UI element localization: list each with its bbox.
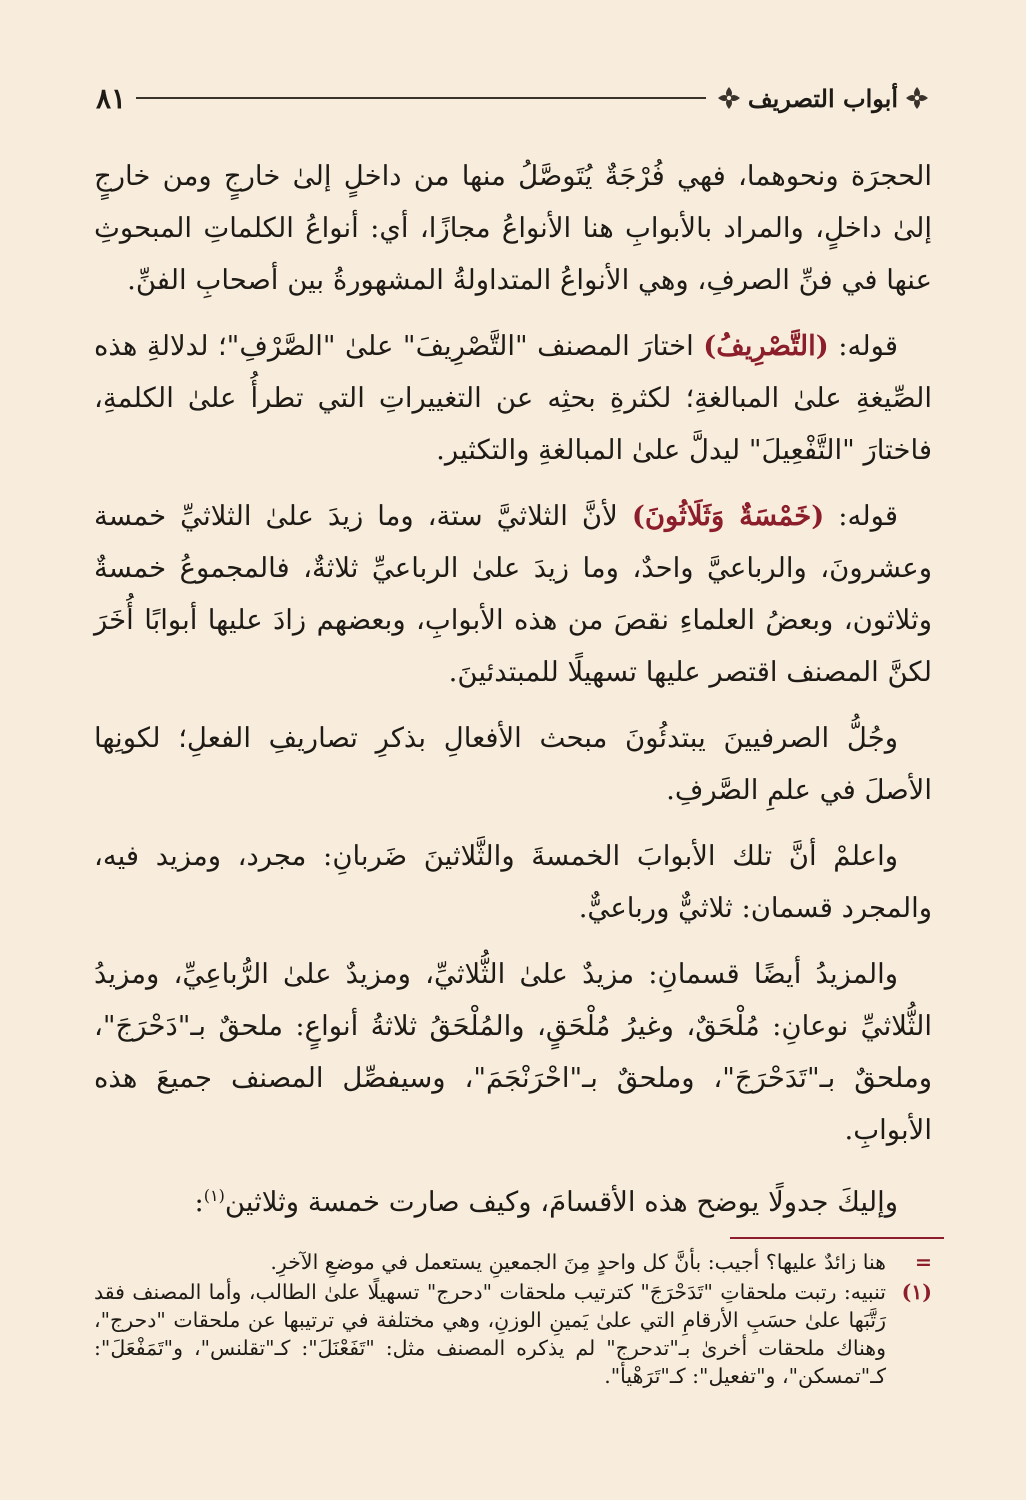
text-run: لأنَّ الثلاثيَّ ستة، وما زيدَ علىٰ الثلاثيِّ خمسة وعشرونَ، والرباعيَّ واحدٌ، وما زيدَ علىٰ الرباعيِّ ثلاثةٌ، فالمجموعُ خمسةٌ وثلاثون، وبعضُ العلماءِ نقصَ من هذه الأبوابِ، وبعضهم زادَ عليها أبوابًا أُخَرَ لكنَّ المصنف اقتصر عليها تسهيلًا للمبتدئينَ. [94,500,932,688]
quoted-term: (خَمْسَةٌ وَثَلَاثُونَ) [631,500,825,532]
ornament-icon [716,85,742,111]
footnote [94,1278,932,1390]
paragraph [94,1170,932,1228]
text-run: اختارَ المصنف "التَّصْرِيفَ" علىٰ "الصَّرْفِ"؛ لدلالةِ هذه الصِّيغةِ علىٰ المبالغةِ؛ لكثرةِ بحثِه عن التغييراتِ التي تطرأُ علىٰ الكلمةِ، فاختارَ "التَّفْعِيلَ" ليدلَّ علىٰ المبالغةِ والتكثير. [94,330,932,466]
footnote-mark: (١) [901,1280,932,1304]
paragraph [94,320,932,476]
paragraph [94,712,932,816]
header-rule [136,97,706,99]
footnote-text: تنبيه: رتبت ملحقاتِ "تَدَحْرَجَ" كترتيب ملحقات "دحرج" تسهيلًا علىٰ الطالب، وأما المصنف فقد رَتَّبَها علىٰ حسَبِ الأرقامِ التي علىٰ يَمينِ الوزنِ، وهي مختلفة في ترتيبها عن ملحقات "دحرج"، وهناك ملحقات أخرىٰ بـ"تدحرج" لم يذكره المصنف مثل: "تَفَعْنَلَ": كـ"تقلنس"، و"تَمَفْعَلَ": كـ"تمسكن"، و"تفعيل": كـ"تَرَهْيأ". [94,1280,886,1388]
footnote-separator [730,1237,944,1239]
page-number: ٨١ [96,81,127,115]
footnote-ref: (١) [203,1186,225,1205]
text-run: الحجرَة ونحوهما، فهي فُرْجَةٌ يُتَوصَّلُ منها من داخلٍ إلىٰ خارجٍ ومن خارجٍ إلىٰ داخلٍ، والمراد بالأبوابِ هنا الأنواعُ مجازًا، أي: أنواعُ الكلماتِ المبحوثِ عنها في فنِّ الصرفِ، وهي الأنواعُ المتداولةُ المشهورةُ بين أصحابِ الفنِّ. [94,160,932,296]
quoted-term: (التَّصْرِيفُ) [703,330,829,362]
footnote-mark: = [914,1250,932,1274]
text-run: قوله: [828,330,899,362]
footnote-text: هنا زائدٌ عليها؟ أجيب: بأنَّ كل واحدٍ مِنَ الجمعينِ يستعمل في موضعِ الآخرِ. [270,1250,886,1274]
paragraph [94,948,932,1156]
paragraph [94,490,932,698]
main-text [94,150,932,1242]
text-run: : [194,1186,204,1219]
text-run: واعلمْ أنَّ تلك الأبوابَ الخمسةَ والثَّلاثينَ ضَربانِ: مجرد، ومزيد فيه، والمجرد قسمان: ثلاثيٌّ ورباعيٌّ. [94,840,932,924]
text-run: قوله: [824,500,899,532]
footnote [94,1248,932,1276]
chapter-title: أبواب التصريف [747,83,898,113]
text-run: وإليكَ جدولًا يوضح هذه الأقسامَ، وكيف صارت خمسة وثلاثين [224,1186,898,1219]
text-run: والمزيدُ أيضًا قسمانِ: مزيدٌ علىٰ الثُّلاثيِّ، ومزيدٌ علىٰ الرُّباعِيِّ، ومزيدُ الثُّلاثيِّ نوعانِ: مُلْحَقٌ، وغيرُ مُلْحَقٍ، والمُلْحَقُ ثلاثةُ أنواعٍ: ملحقٌ بـ"دَحْرَجَ"، وملحقٌ بـ"تَدَحْرَجَ"، وملحقٌ بـ"احْرَنْجَمَ"، وسيفصِّل المصنف جميعَ هذه الأبوابِ. [94,958,932,1146]
text-run: وجُلُّ الصرفيينَ يبتدئُونَ مبحث الأفعالِ بذكرِ تصاريفِ الفعلِ؛ لكونِها الأصلَ في علمِ الصَّرفِ. [94,722,932,806]
footnotes [94,1248,932,1392]
ornament-icon [904,85,930,111]
paragraph [94,150,932,306]
running-header [96,78,930,118]
paragraph [94,830,932,934]
